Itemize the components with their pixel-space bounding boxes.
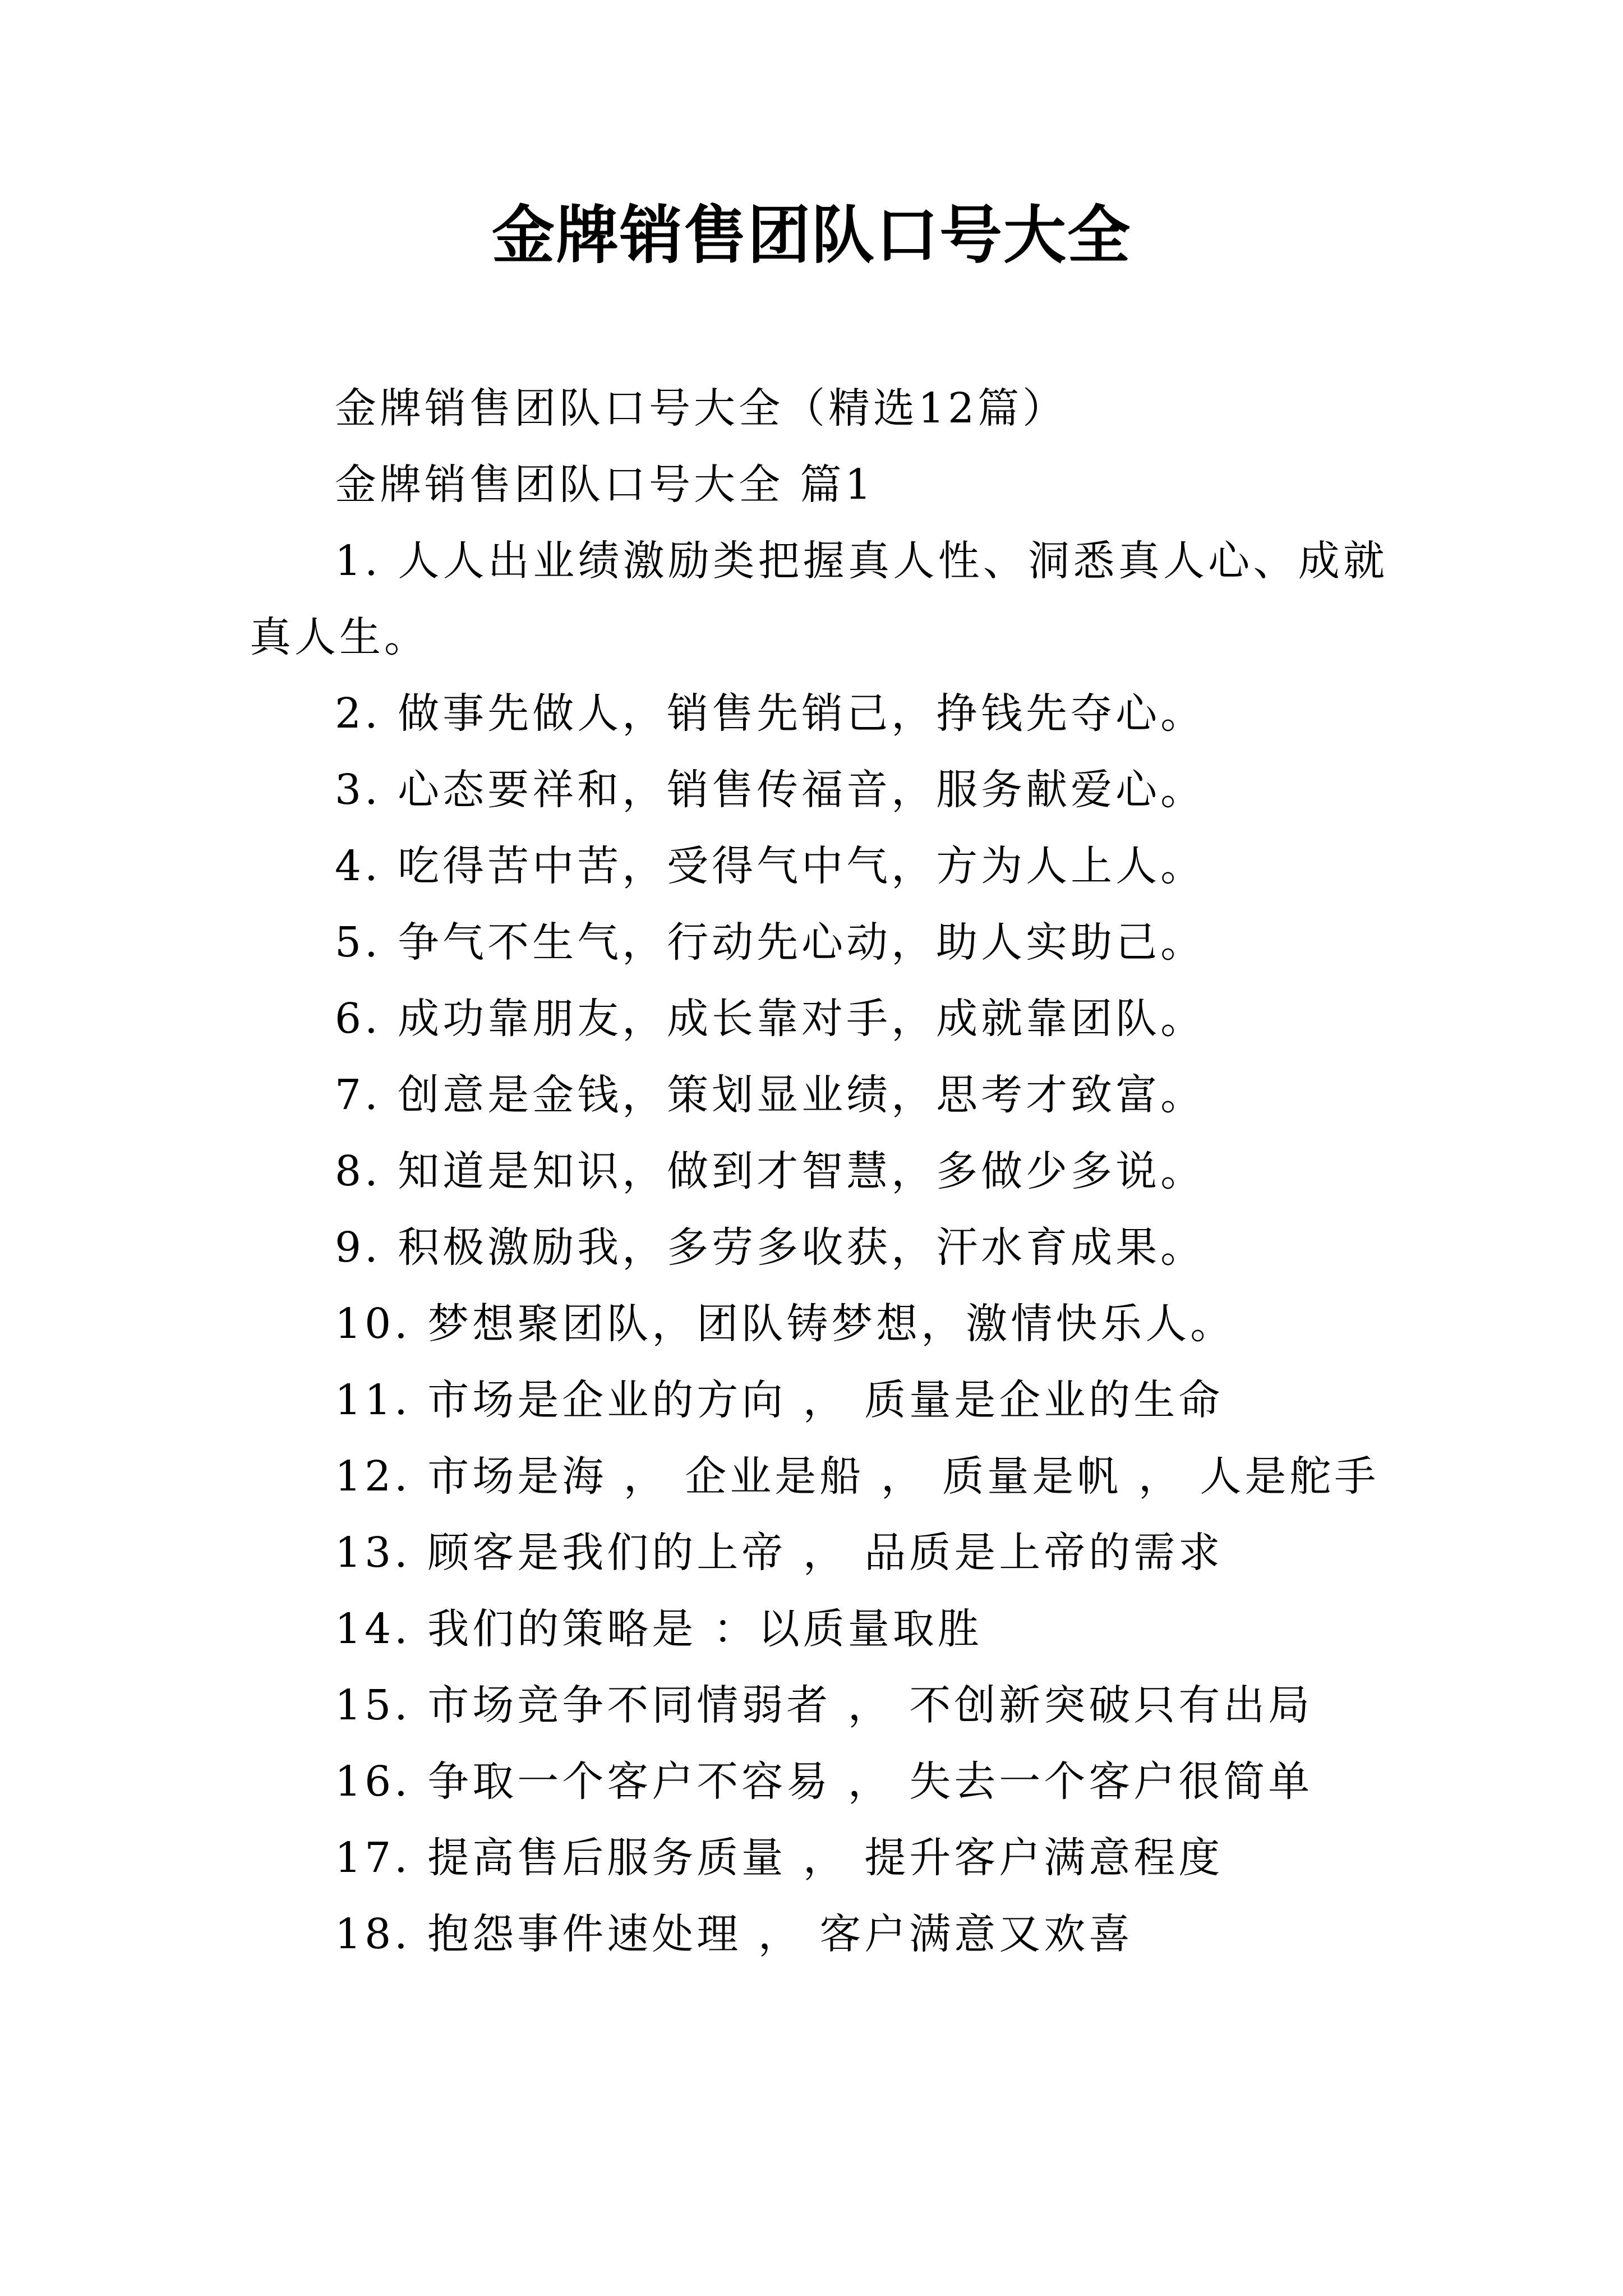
document-subtitle: 金牌销售团队口号大全（精选12篇） [335,384,1068,432]
list-item: 8. 知道是知识，做到才智慧，多做少多说。 [335,1147,1206,1195]
list-item: 13. 顾客是我们的上帝 ， 品质是上帝的需求 [335,1529,1224,1577]
document-body [250,370,1388,1972]
list-item: 5. 争气不生气，行动先心动，助人实助己。 [335,918,1206,967]
list-item: 12. 市场是海 ， 企业是船 ， 质量是帆 ， 人是舵手 [335,1452,1380,1501]
list-item: 18. 抱怨事件速处理 ， 客户满意又欢喜 [335,1910,1134,1958]
list-item: 4. 吃得苦中苦，受得气中气，方为人上人。 [335,842,1206,890]
list-item: 2. 做事先做人，销售先销己，挣钱先夺心。 [335,689,1206,738]
list-item: 15. 市场竞争不同情弱者 ， 不创新突破只有出局 [335,1681,1313,1729]
document-title: 金牌销售团队口号大全 [492,199,1131,272]
list-item: 9. 积极激励我，多劳多收获，汗水育成果。 [335,1223,1206,1272]
list-item: 6. 成功靠朋友，成长靠对手，成就靠团队。 [335,995,1206,1043]
list-item: 16. 争取一个客户不容易 ， 失去一个客户很简单 [335,1757,1313,1806]
list-item: 1. 人人出业绩激励类把握真人性、洞悉真人心、成就真人生。 [250,537,1388,661]
list-item: 14. 我们的策略是 ：以质量取胜 [335,1605,983,1653]
list-item: 11. 市场是企业的方向 ， 质量是企业的生命 [335,1376,1224,1424]
list-item: 7. 创意是金钱，策划显业绩，思考才致富。 [335,1071,1206,1119]
section-heading: 金牌销售团队口号大全 篇1 [335,461,875,509]
list-item: 10. 梦想聚团队，团队铸梦想，激情快乐人。 [335,1300,1235,1348]
list-item: 3. 心态要祥和，销售传福音，服务献爱心。 [335,766,1206,814]
list-item: 17. 提高售后服务质量 ， 提升客户满意程度 [335,1834,1224,1882]
